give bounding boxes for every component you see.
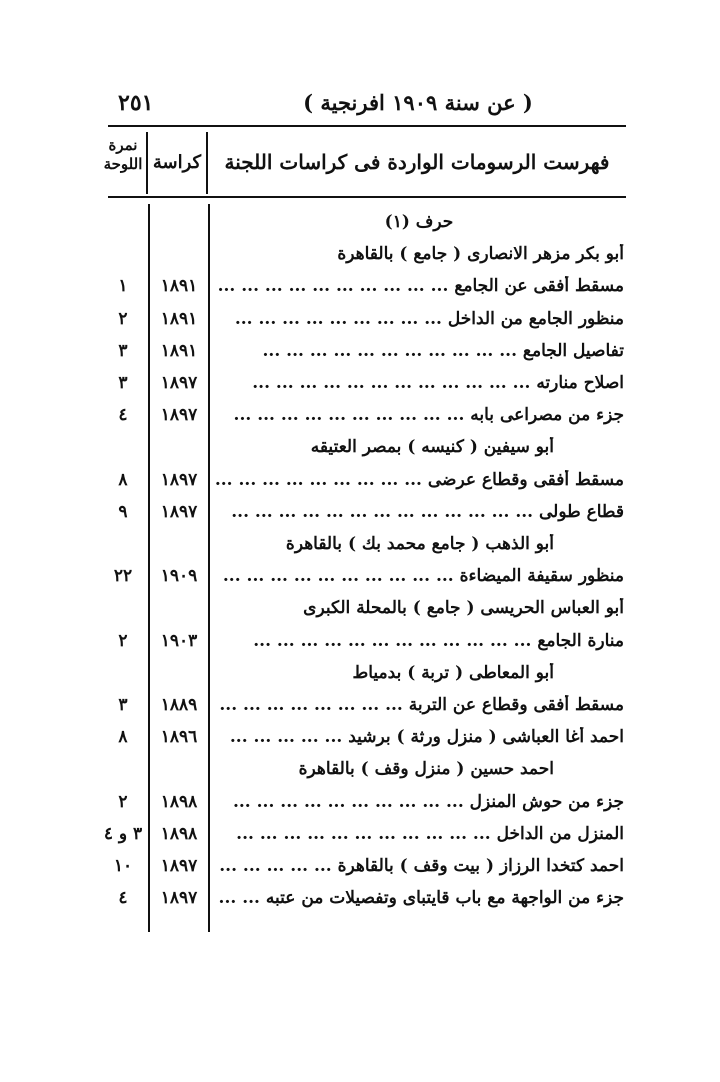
entry-year: ١٨٩١: [160, 340, 198, 361]
column-divider: [206, 132, 208, 194]
index-heading-row: [100, 433, 624, 463]
entry-description: منظور الجامع من الداخل ... ... ... ... ... ... ... ... ...: [234, 308, 624, 329]
index-heading-row: [100, 659, 624, 689]
entry-plate-number: ٩: [118, 501, 128, 522]
entry-plate-number: ٢: [118, 791, 128, 812]
index-entry-row: [100, 788, 624, 818]
index-entry-row: [100, 272, 624, 302]
entry-plate-number: ٤: [118, 888, 128, 909]
entry-description: مسقط أفقى عن الجامع ... ... ... ... ... ... ... ... ... ...: [217, 276, 624, 297]
entry-plate-number: ١: [118, 276, 128, 297]
index-entry-row: [100, 305, 624, 335]
index-heading-row: [100, 594, 624, 624]
entry-plate-number: ١٠: [113, 856, 133, 876]
entry-description: جزء من حوش المنزل ... ... ... ... ... ... ... ... ... ...: [232, 791, 624, 812]
entry-year: ١٨٩٧: [160, 469, 198, 490]
entry-year: ١٨٩٧: [160, 405, 198, 426]
entry-year: ١٨٩١: [160, 308, 198, 329]
column-head-rule: [108, 196, 626, 198]
entry-heading: أبو المعاطى ( تربة ) بدمياط: [352, 662, 554, 683]
entry-description: قطاع طولى ... ... ... ... ... ... ... ... ... ... ... ... ...: [231, 501, 624, 522]
entry-year: ١٨٩٧: [160, 856, 198, 876]
index-entry-row: [100, 884, 624, 914]
index-entry-row: [100, 627, 624, 657]
entry-description: منارة الجامع ... ... ... ... ... ... ... ... ... ... ... ...: [253, 630, 624, 651]
entry-heading: احمد حسين ( منزل وقف ) بالقاهرة: [298, 759, 554, 780]
index-heading-row: [100, 530, 624, 560]
entry-year: ١٨٩٧: [160, 373, 198, 393]
index-entry-row: [100, 691, 624, 721]
entry-plate-number: ٤: [118, 405, 128, 426]
entry-year: ١٩٠٩: [160, 566, 198, 587]
entry-heading: حرف (١): [384, 212, 454, 232]
index-entry-row: [100, 369, 624, 399]
entry-plate-number: ٢: [118, 630, 128, 651]
entry-heading: أبو بكر مزهر الانصارى ( جامع ) بالقاهرة: [337, 244, 624, 265]
column-head-plate: نمرة اللوحة: [103, 136, 143, 173]
entry-description: احمد أغا العباشى ( منزل ورثة ) برشيد ... ... ... ... ...: [229, 727, 624, 748]
page-number: ٢٥١: [118, 90, 154, 116]
entry-plate-number: ٣: [118, 373, 128, 393]
entry-year: ١٨٩٧: [160, 501, 198, 522]
entry-year: ١٨٩١: [160, 276, 198, 297]
entry-plate-number: ٣ و ٤: [103, 823, 143, 844]
entry-heading: أبو العباس الحريسى ( جامع ) بالمحلة الكبرى: [303, 598, 624, 619]
column-head-year: كراسة: [152, 152, 202, 173]
running-header: [118, 86, 628, 126]
column-head-description: فهرست الرسومات الواردة فى كراسات اللجنة: [224, 150, 610, 174]
entry-description: احمد كتخدا الرزاز ( بيت وقف ) بالقاهرة ... ... ... ... ...: [219, 856, 624, 876]
entry-plate-number: ٢٢: [113, 566, 133, 587]
entry-heading: أبو الذهب ( جامع محمد بك ) بالقاهرة: [285, 534, 554, 554]
entry-year: ١٨٨٩: [160, 695, 198, 715]
entry-plate-number: ٣: [118, 340, 128, 361]
index-entry-row: [100, 401, 624, 431]
index-heading-row: [100, 240, 624, 270]
entry-year: ١٨٩٨: [160, 791, 198, 812]
entry-description: جزء من الواجهة مع باب قايتباى وتفصيلات من عتبه ... ...: [218, 888, 624, 909]
entry-description: مسقط أفقى وقطاع عن التربة ... ... ... ... ... ... ... ...: [219, 695, 624, 715]
entry-plate-number: ٢: [118, 308, 128, 329]
index-heading-row: [100, 208, 624, 238]
entry-description: منظور سقيفة الميضاءة ... ... ... ... ... ... ... ... ... ...: [222, 566, 624, 587]
entry-description: المنزل من الداخل ... ... ... ... ... ... ... ... ... ... ...: [236, 823, 624, 844]
entry-plate-number: ٣: [118, 695, 128, 715]
entry-plate-number: ٨: [118, 469, 128, 490]
entry-description: تفاصيل الجامع ... ... ... ... ... ... ... ... ... ... ...: [262, 340, 624, 361]
index-entry-row: [100, 498, 624, 528]
index-entry-row: [100, 820, 624, 850]
index-entry-row: [100, 852, 624, 882]
entry-description: اصلاح منارته ... ... ... ... ... ... ... ... ... ... ... ...: [252, 373, 624, 393]
entry-description: مسقط أفقى وقطاع عرضى ... ... ... ... ... ... ... ... ...: [214, 469, 624, 490]
index-entry-row: [100, 337, 624, 367]
index-entry-row: [100, 562, 624, 592]
entry-description: جزء من مصراعى بابه ... ... ... ... ... ... ... ... ... ...: [233, 405, 624, 426]
header-rule: [108, 125, 626, 127]
entry-year: ١٨٩٨: [160, 823, 198, 844]
running-title: ( عن سنة ١٩٠٩ افرنجية ): [303, 90, 533, 115]
index-heading-row: [100, 755, 624, 785]
entry-year: ١٨٩٦: [160, 727, 198, 748]
entry-year: ١٩٠٣: [160, 630, 198, 651]
index-entry-row: [100, 466, 624, 496]
index-entry-row: [100, 723, 624, 753]
entry-plate-number: ٨: [118, 727, 128, 748]
entry-year: ١٨٩٧: [160, 888, 198, 909]
column-divider: [146, 132, 148, 194]
entry-heading: أبو سيفين ( كنيسه ) بمصر العتيقه: [310, 437, 554, 458]
